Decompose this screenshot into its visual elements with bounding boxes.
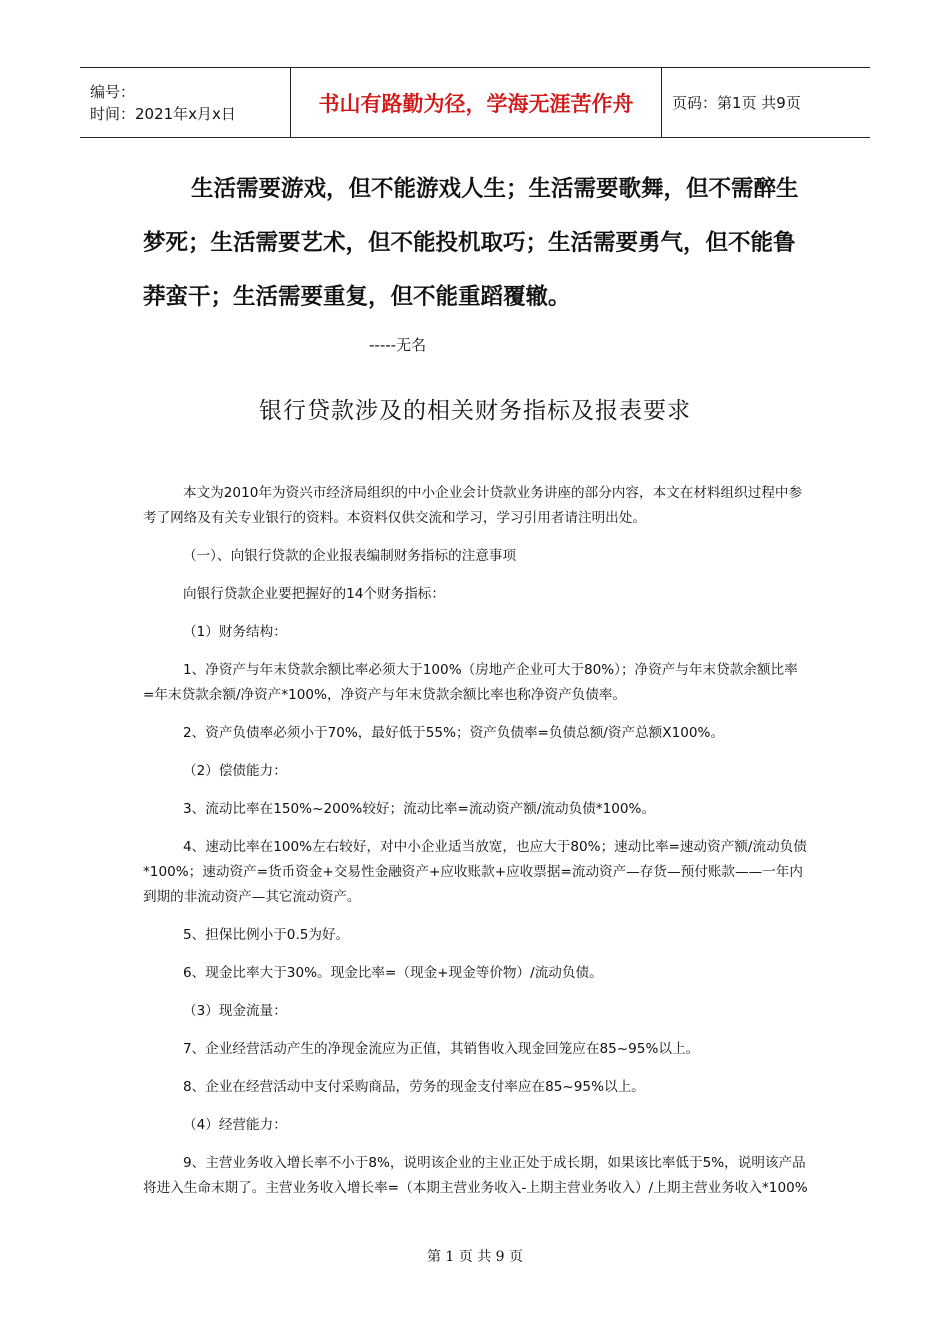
quote-text: 生活需要游戏，但不能游戏人生；生活需要歌舞，但不需醉生梦死；生活需要艺术，但不能投机取巧；生活需要勇气，但不能鲁莽蛮干；生活需要重复，但不能重蹈覆辙。 <box>143 176 799 310</box>
list-item: 9、主营业务收入增长率不小于8%，说明该企业的主业正处于成长期，如果该比率低于5%，说明该产品将进入生命末期了。主营业务收入增长率=（本期主营业务收入-上期主营业务收入）/上期主营业务收入*100% <box>143 1155 808 1196</box>
header-motto-cell <box>290 68 662 137</box>
list-item: 3、流动比率在150%~200%较好；流动比率=流动资产额/流动负债*100%。 <box>183 801 656 817</box>
subsection-heading: （4）经营能力： <box>183 1117 287 1133</box>
list-item: 6、现金比率大于30%。现金比率=（现金+现金等价物）/流动负债。 <box>183 965 603 981</box>
page-footer: 第 1 页 共 9 页 <box>426 1249 524 1265</box>
number-label: 编号： <box>90 82 136 101</box>
list-item: 4、速动比率在100%左右较好，对中小企业适当放宽，也应大于80%；速动比率=速动资产额/流动负债*100%；速动资产=货币资金+交易性金融资产+应收账款+应收票据=流动资产—存货—预付账款——一年内到期的非流动资产—其它流动资产。 <box>143 839 807 905</box>
quote-author: -----无名 <box>369 336 427 354</box>
header-table <box>80 67 870 138</box>
subsection-heading: （3）现金流量： <box>183 1003 287 1019</box>
section-heading: （一）、向银行贷款的企业报表编制财务指标的注意事项 <box>183 548 517 564</box>
list-item: 5、担保比例小于0.5为好。 <box>183 927 350 943</box>
page-label: 页码：第1页 共9页 <box>672 94 801 112</box>
paragraph-intro: 本文为2010年为资兴市经济局组织的中小企业会计贷款业务讲座的部分内容，本文在材料组织过程中参考了网络及有关专业银行的资料。本资料仅供交流和学习，学习引用者请注明出处。 <box>143 485 803 526</box>
subsection-heading: （1）财务结构： <box>183 624 287 640</box>
list-item: 7、企业经营活动产生的净现金流应为正值，其销售收入现金回笼应在85~95%以上。 <box>183 1041 700 1057</box>
time-label: 时间：2021年x月x日 <box>90 104 236 123</box>
document-body <box>143 481 808 1214</box>
subsection-heading: （2）偿债能力： <box>183 763 287 779</box>
list-item: 1、净资产与年末贷款余额比率必须大于100%（房地产企业可大于80%）；净资产与年末贷款余额比率=年末贷款余额/净资产*100%，净资产与年末贷款余额比率也称净资产负债率。 <box>143 662 798 703</box>
list-item: 8、企业在经营活动中支付采购商品，劳务的现金支付率应在85~95%以上。 <box>183 1079 645 1095</box>
document-title: 银行贷款涉及的相关财务指标及报表要求 <box>259 398 691 424</box>
header-left-cell <box>80 68 290 137</box>
paragraph: 向银行贷款企业要把握好的14个财务指标： <box>183 586 445 602</box>
motto-text: 书山有路勤为径，学海无涯苦作舟 <box>318 91 634 116</box>
header-page-cell <box>662 68 870 137</box>
list-item: 2、资产负债率必须小于70%，最好低于55%；资产负债率=负债总额/资产总额X100%。 <box>183 725 725 741</box>
